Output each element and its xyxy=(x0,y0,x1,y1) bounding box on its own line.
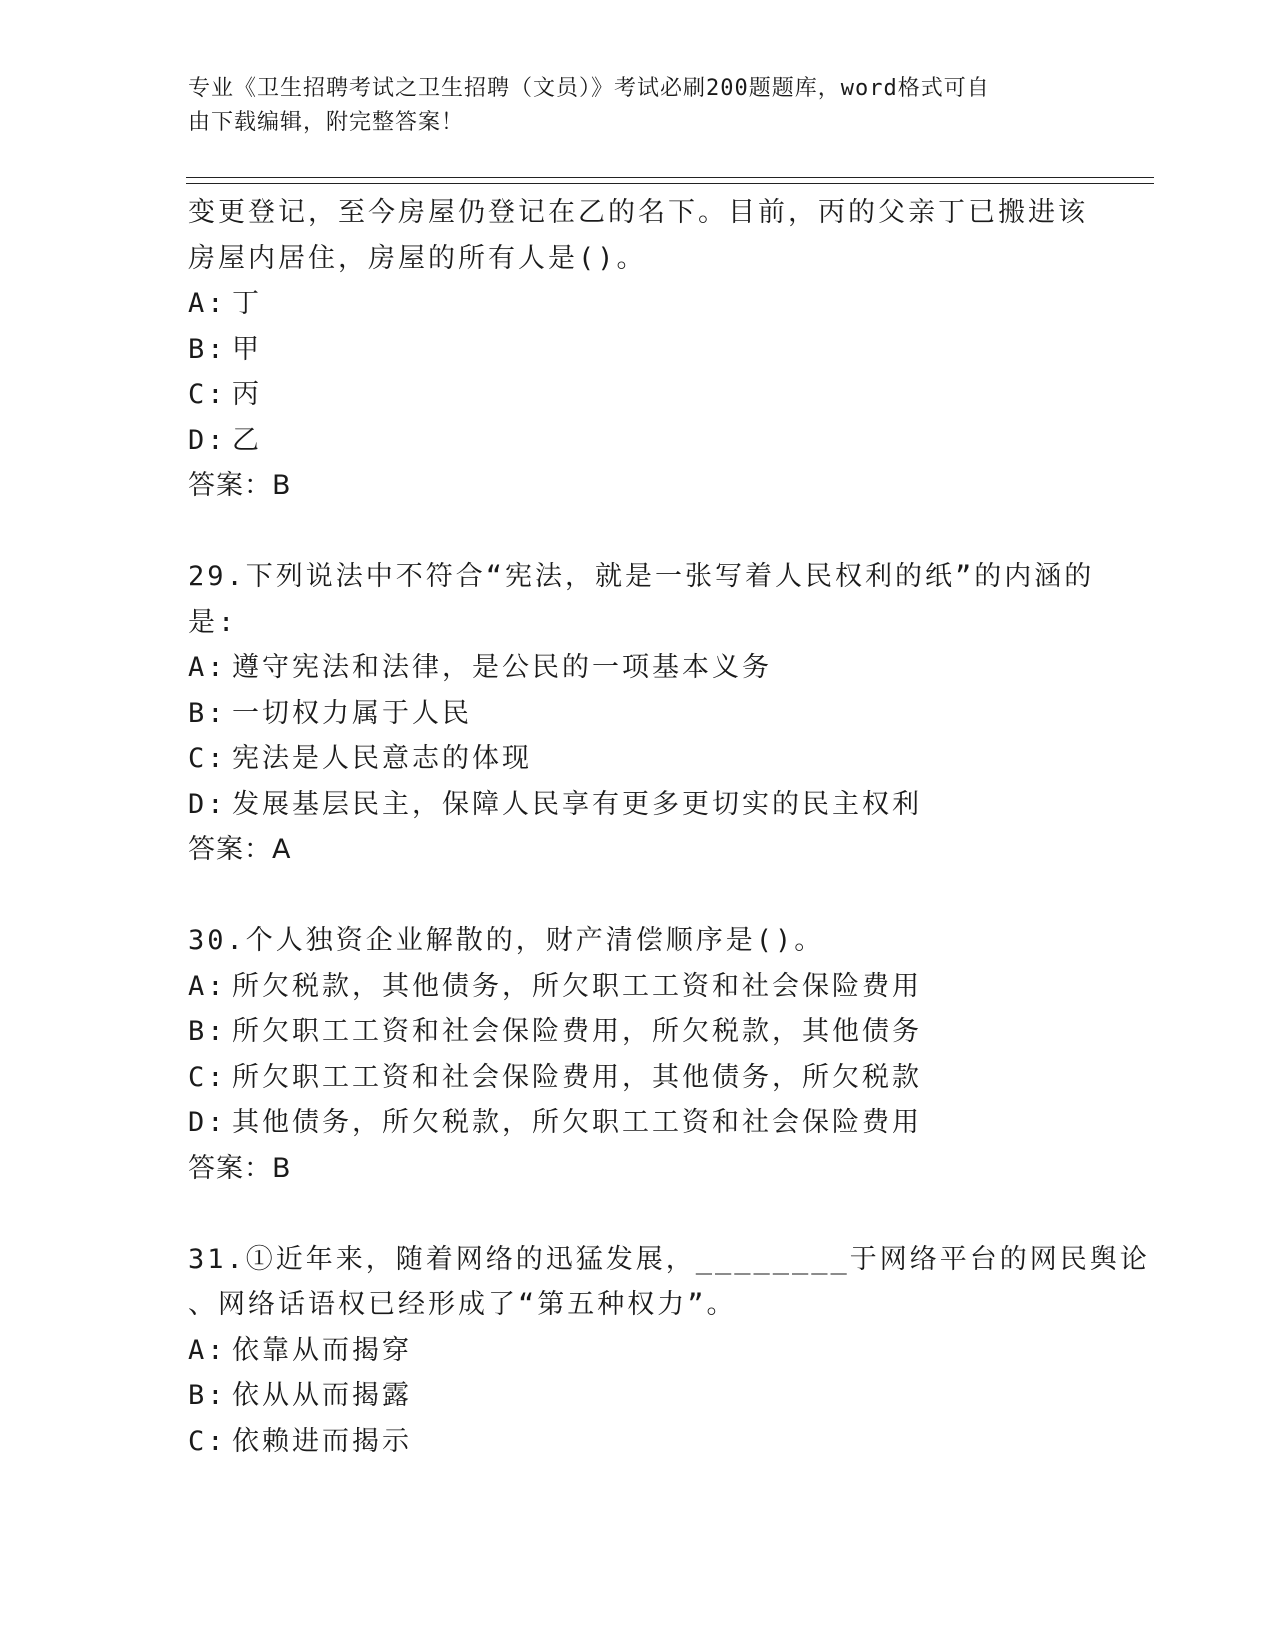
option-c xyxy=(188,1419,1088,1465)
option-b xyxy=(188,327,1088,373)
option-b xyxy=(188,1373,1088,1419)
option-key: A: xyxy=(188,970,227,1002)
answer-line: 答案：B xyxy=(188,470,292,501)
option-text: 所欠职工工资和社会保险费用，其他债务，所欠税款 xyxy=(232,1061,922,1093)
question-text-line: 变更登记，至今房屋仍登记在乙的名下。目前，丙的父亲丁已搬进该 xyxy=(188,197,1088,228)
option-a xyxy=(188,645,1088,691)
option-key: C: xyxy=(188,1061,227,1093)
option-key: A: xyxy=(188,288,227,319)
option-key: C: xyxy=(188,1425,227,1457)
option-key: C: xyxy=(188,379,227,410)
option-key: D: xyxy=(188,788,227,820)
option-key: B: xyxy=(188,697,227,729)
question-block-30 xyxy=(188,918,1088,1191)
header-divider-top xyxy=(186,177,1154,178)
document-header xyxy=(188,72,1088,140)
question-text-line: 30.个人独资企业解散的，财产清偿顺序是()。 xyxy=(188,925,825,956)
header-line-2: 由下载编辑，附完整答案！ xyxy=(188,110,465,135)
document-body xyxy=(188,190,1150,1464)
spacer xyxy=(188,509,1088,555)
option-d xyxy=(188,782,1088,828)
header-line-1: 专业《卫生招聘考试之卫生招聘（文员）》考试必刷200题题库，word格式可自 xyxy=(188,76,990,101)
option-text: 其他债务，所欠税款，所欠职工工资和社会保险费用 xyxy=(232,1107,922,1138)
option-a xyxy=(188,1328,1088,1374)
option-b xyxy=(188,691,1088,737)
spacer xyxy=(188,1191,1088,1237)
option-key: A: xyxy=(188,1334,227,1366)
option-key: D: xyxy=(188,424,227,456)
option-text: 遵守宪法和法律，是公民的一项基本义务 xyxy=(232,652,772,683)
option-text: 所欠职工工资和社会保险费用，所欠税款，其他债务 xyxy=(232,1016,922,1047)
answer-line: 答案：A xyxy=(188,834,292,865)
option-text: 乙 xyxy=(232,424,262,456)
option-text: 甲 xyxy=(232,333,262,365)
option-text: 宪法是人民意志的体现 xyxy=(232,743,532,774)
question-text-line: 是: xyxy=(188,606,238,638)
option-c xyxy=(188,1055,1088,1101)
option-key: D: xyxy=(188,1107,227,1138)
spacer xyxy=(188,873,1088,919)
option-a xyxy=(188,964,1088,1010)
option-key: B: xyxy=(188,1016,227,1047)
option-key: B: xyxy=(188,1380,227,1411)
option-d xyxy=(188,1100,1088,1146)
header-divider-bottom xyxy=(186,183,1154,184)
option-key: A: xyxy=(188,652,227,683)
option-c xyxy=(188,372,1088,418)
option-text: 一切权力属于人民 xyxy=(232,697,472,729)
option-key: B: xyxy=(188,333,227,365)
option-text: 发展基层民主，保障人民享有更多更切实的民主权利 xyxy=(232,788,922,820)
option-b xyxy=(188,1009,1088,1055)
question-text-line: 、网络话语权已经形成了“第五种权力”。 xyxy=(188,1289,737,1320)
option-text: 丙 xyxy=(232,379,262,410)
option-d xyxy=(188,418,1088,464)
question-text-line: 29.下列说法中不符合“宪法，就是一张写着人民权利的纸”的内涵的 xyxy=(188,561,1095,592)
option-key: C: xyxy=(188,743,227,774)
option-text: 依靠从而揭穿 xyxy=(232,1334,412,1366)
option-text: 依从从而揭露 xyxy=(232,1380,412,1411)
option-text: 所欠税款，其他债务，所欠职工工资和社会保险费用 xyxy=(232,970,922,1002)
option-c xyxy=(188,736,1088,782)
question-text-line: 房屋内居住，房屋的所有人是()。 xyxy=(188,242,647,274)
question-block-31 xyxy=(188,1237,1150,1465)
question-block-29 xyxy=(188,554,1095,873)
question-block-continued xyxy=(188,190,1088,509)
question-text-line: 31.①近年来，随着网络的迅猛发展，________于网络平台的网民舆论 xyxy=(188,1243,1150,1275)
option-a xyxy=(188,281,1088,327)
option-text: 依赖进而揭示 xyxy=(232,1425,412,1457)
answer-line: 答案：B xyxy=(188,1152,292,1184)
option-text: 丁 xyxy=(232,288,262,319)
